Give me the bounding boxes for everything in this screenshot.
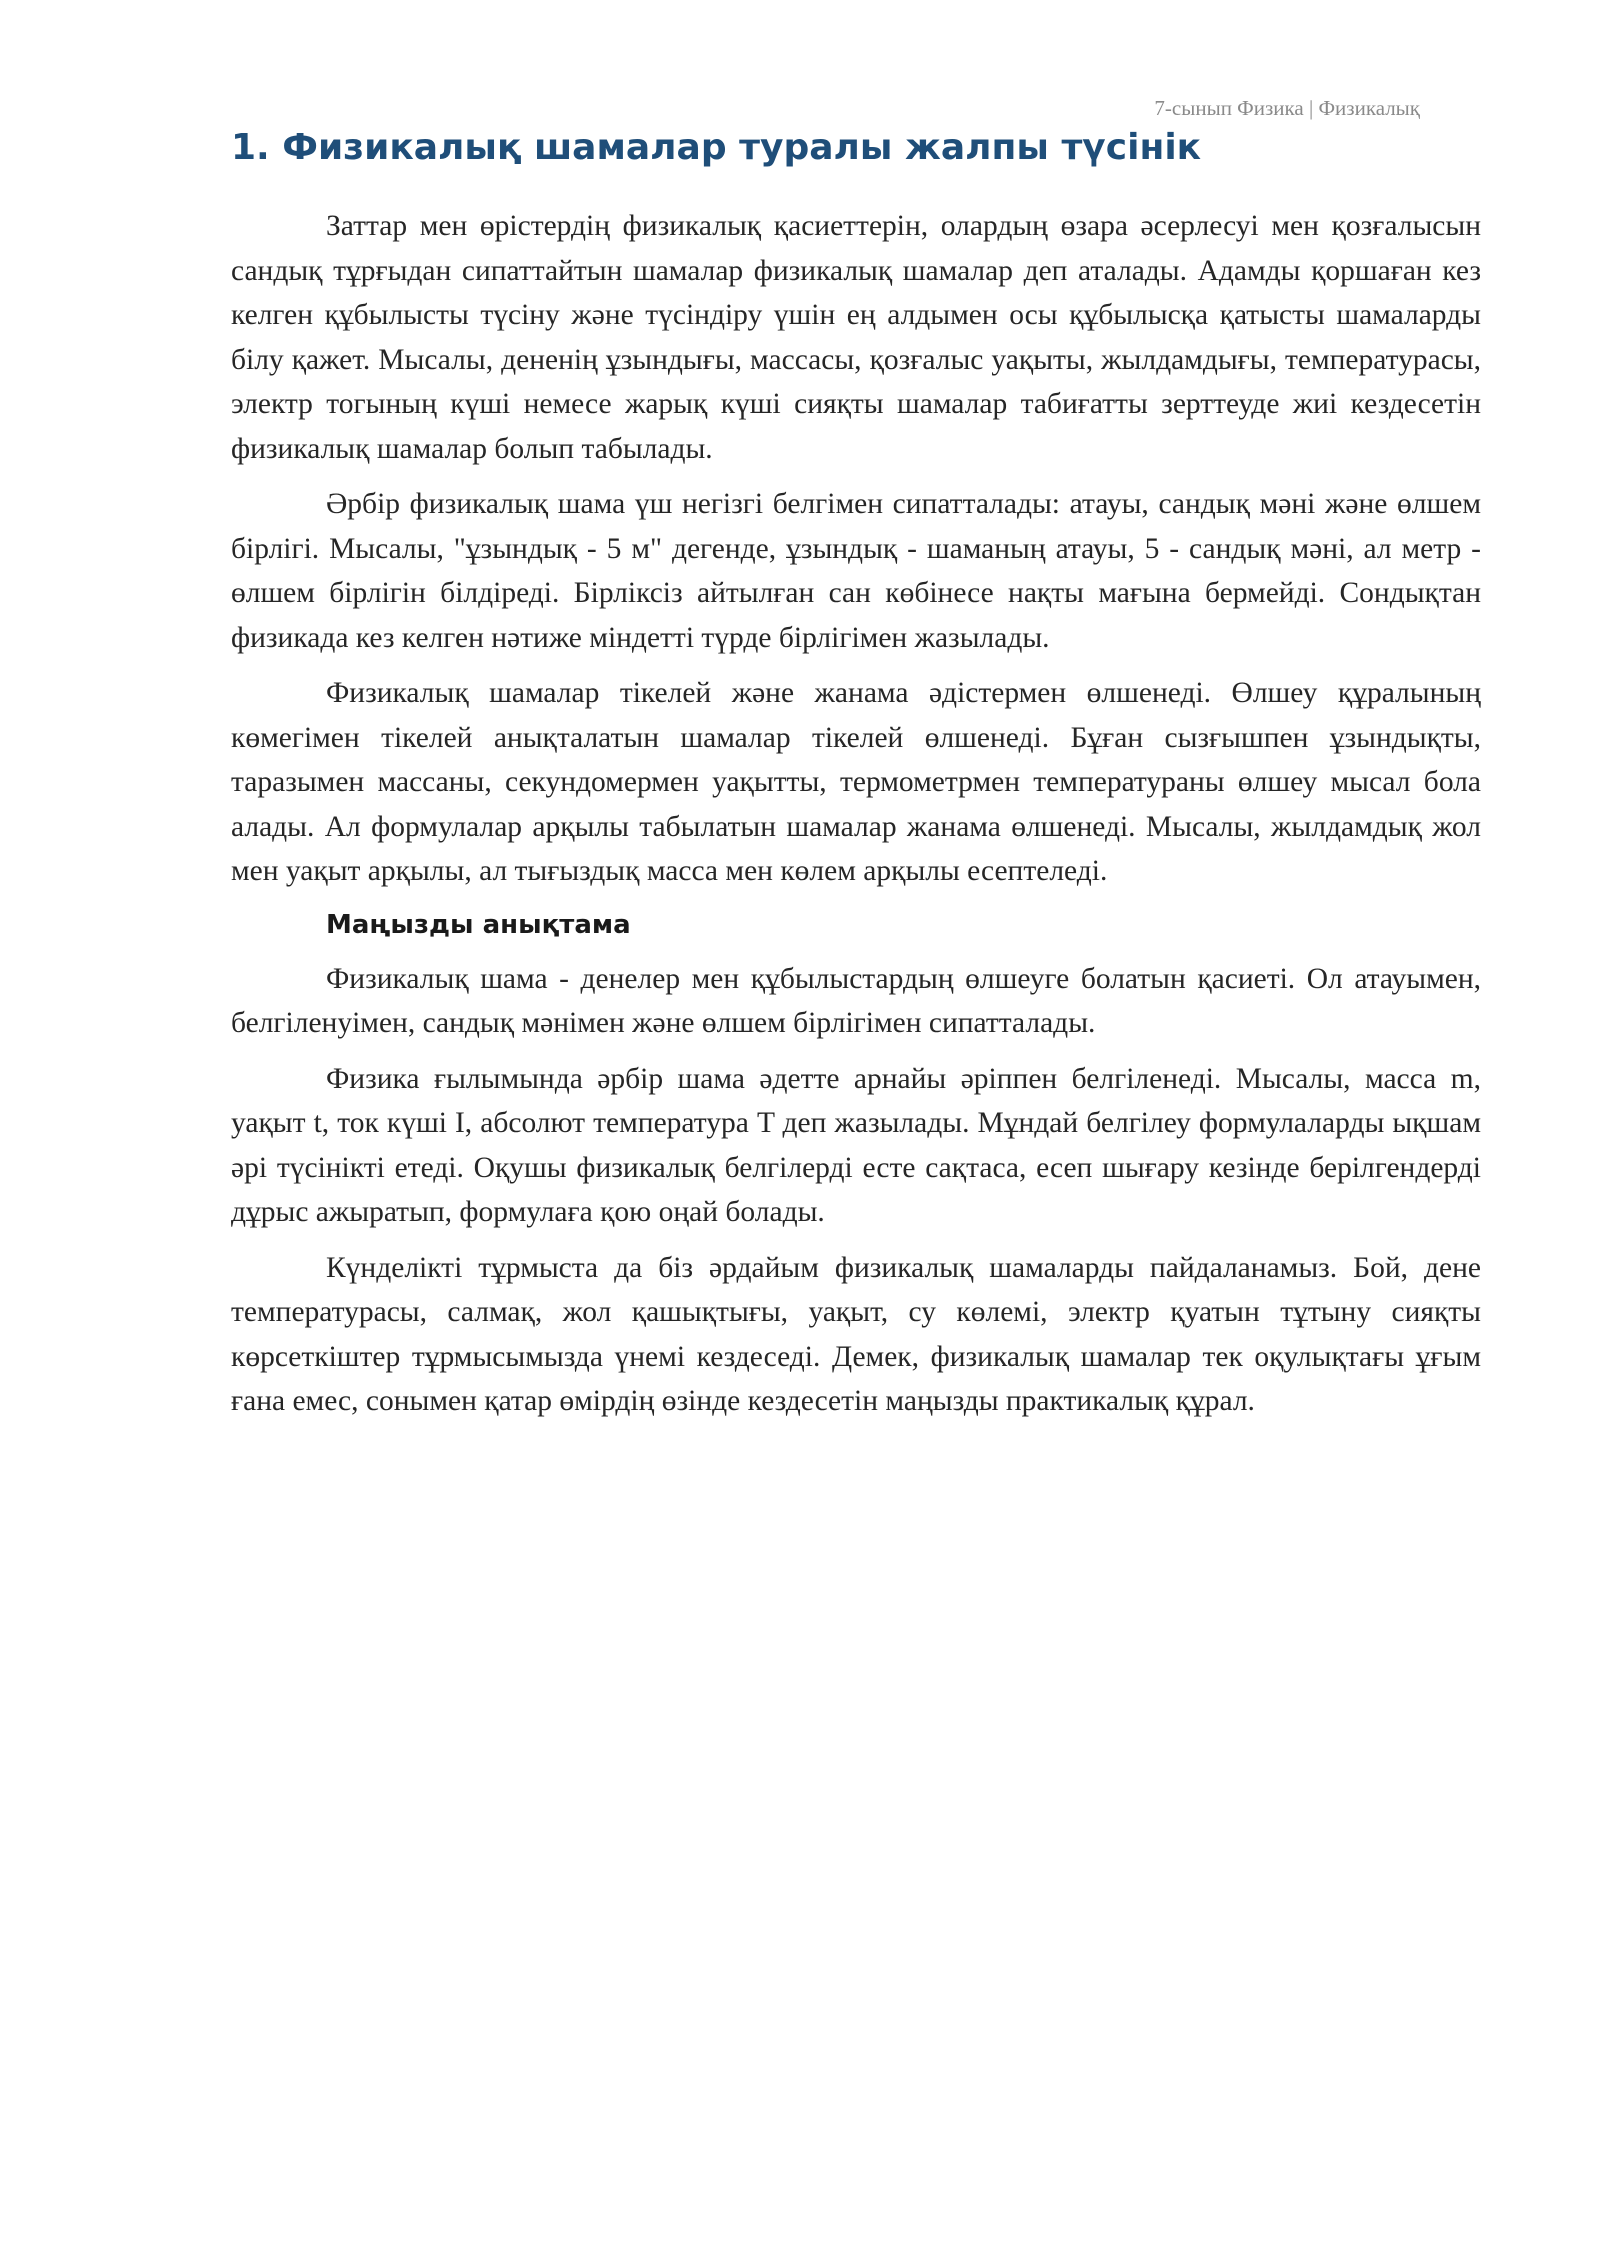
paragraph-notation: Физика ғылымында әрбір шама әдетте арнайы әріппен белгіленеді. Мысалы, масса m, уақыт t, ток күші I, абсолют температура T деп жазылады. Мұндай белгілеу формулаларды ықшам әрі түсінікті етеді. Оқушы физикалық белгілерді есте сақтаса, есеп шығару кезінде берілгендерді дұрыс ажыратып, формулаға қою оңай болады.: [231, 1062, 1481, 1228]
page-content: [231, 122, 1481, 1435]
paragraph-everyday-life: Күнделікті тұрмыста да біз әрдайым физикалық шамаларды пайдаланамыз. Бой, дене температурасы, салмақ, жол қашықтығы, уақыт, су көлемі, электр қуатын тұтыну сияқты көрсеткіштер тұрмысымызда үнемі кездеседі. Демек, физикалық шамалар тек оқулықтағы ұғым ғана емес, сонымен қатар өмірдің өзінде кездесетін маңызды практикалық құрал.: [231, 1251, 1481, 1417]
definition-heading: Маңызды анықтама: [326, 909, 631, 940]
paragraph-measurement-methods: Физикалық шамалар тікелей және жанама әдістермен өлшенеді. Өлшеу құралының көмегімен тікелей анықталатын шамалар тікелей өлшенеді. Бұған сызғышпен ұзындықты, таразымен массаны, секундомермен уақытты, термометрмен температураны өлшеу мысал бола алады. Ал формулалар арқылы табылатын шамалар жанама өлшенеді. Мысалы, жылдамдық жол мен уақыт арқылы, ал тығыздық масса мен көлем арқылы есептеледі.: [231, 677, 1481, 887]
paragraph-definition-intro: Заттар мен өрістердің физикалық қасиеттерін, олардың өзара әсерлесуі мен қозғалысын сандық тұрғыдан сипаттайтын шамалар физикалық шамалар деп аталады. Адамды қоршаған кез келген құбылысты түсіну және түсіндіру үшін ең алдымен осы құбылысқа қатысты шамаларды білу қажет. Мысалы, дененің ұзындығы, массасы, қозғалыс уақыты, жылдамдығы, температурасы, электр тогының күші немесе жарық күші сияқты шамалар табиғатты зерттеуде жиі кездесетін физикалық шамалар болып табылады.: [231, 210, 1481, 465]
paragraph-three-features: Әрбір физикалық шама үш негізгі белгімен сипатталады: атауы, сандық мәні және өлшем бірлігі. Мысалы, "ұзындық - 5 м" дегенде, ұзындық - шаманың атауы, 5 - сандық мәні, ал метр - өлшем бірлігін білдіреді. Бірліксіз айтылған сан көбінесе нақты мағына бермейді. Сондықтан физикада кез келген нәтиже міндетті түрде бірлігімен жазылады.: [231, 488, 1481, 654]
running-header: 7-сынып Физика | Физикалық: [1154, 96, 1420, 120]
section-title: 1. Физикалық шамалар туралы жалпы түсінік: [231, 127, 1202, 168]
definition-text: Физикалық шама - денелер мен құбылыстардың өлшеуге болатын қасиеті. Ол атауымен, белгіленуімен, сандық мәнімен және өлшем бірлігімен сипатталады.: [231, 962, 1481, 1039]
